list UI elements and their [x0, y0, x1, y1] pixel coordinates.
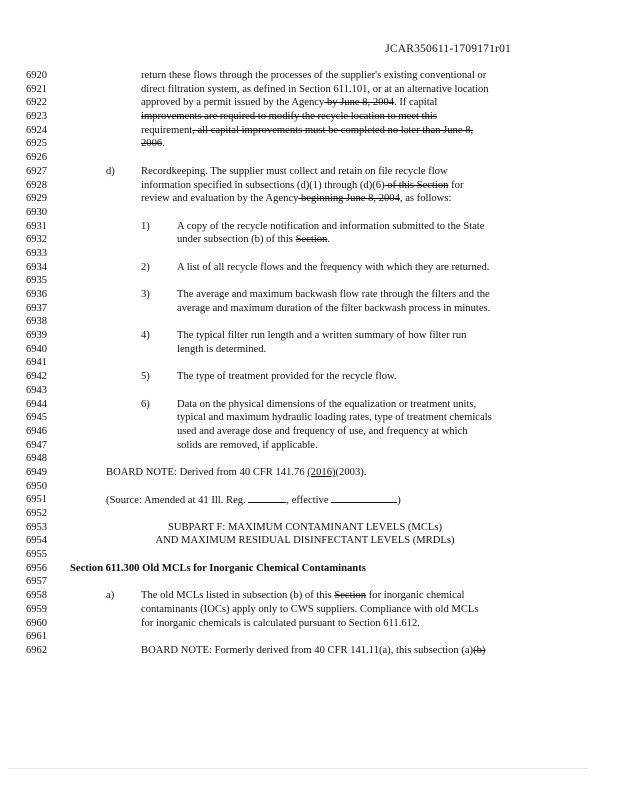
blank-line [70, 575, 540, 589]
list-item-2: 2) A list of all recycle flows and the frequency with which they are returned. [141, 261, 490, 273]
document-id: JCAR350611-1709171r01 [385, 43, 511, 55]
line-number: 6928 [26, 179, 47, 191]
text-line: contaminants (IOCs) apply only to CWS suppliers. Compliance with old MCLs [141, 603, 479, 615]
line-number: 6958 [26, 590, 47, 602]
blank-line [70, 206, 540, 220]
line-number: 6956 [26, 562, 47, 574]
struck-text: improvements are required to modify the recycle location to meet this [141, 111, 437, 123]
item-number: 3) [141, 289, 150, 300]
board-note: BOARD NOTE: Formerly derived from 40 CFR 141.11(a), this subsection (a)(b) [141, 644, 486, 656]
blank-line [70, 247, 540, 261]
line-number: 6960 [26, 617, 47, 629]
line-number-gutter [26, 69, 66, 658]
line-number: 6926 [26, 152, 47, 164]
text-line: direct filtration system, as defined in Section 611.101, or at an alternative location [141, 83, 489, 95]
line-number: 6946 [26, 425, 47, 437]
text-line: used and average dose and frequency of use, and frequency at which [177, 425, 468, 437]
line-number: 6921 [26, 83, 47, 95]
source-note: (Source: Amended at 41 Ill. Reg. , effective ) [106, 495, 401, 507]
item-number: 5) [141, 371, 150, 383]
struck-text: 2006 [141, 138, 163, 150]
line-number: 6938 [26, 316, 47, 328]
list-item-6: 6) Data on the physical dimensions of the equalization or treatment units, [141, 398, 477, 410]
text-line: requirement, all capital improvements must be completed no later than June 8, [141, 124, 474, 136]
paragraph-a-line: a) The old MCLs listed in subsection (b) of this Section for inorganic chemical [106, 590, 465, 602]
struck-text: of this Section [384, 179, 449, 191]
line-number: 6948 [26, 453, 47, 465]
line-number: 6927 [26, 165, 47, 177]
line-number: 6922 [26, 97, 47, 109]
line-number: 6952 [26, 508, 47, 519]
line-number: 6943 [26, 384, 47, 396]
list-item-3: 3) The average and maximum backwash flow rate through the filters and the [141, 289, 490, 300]
blank-line [70, 151, 540, 165]
line-number: 6941 [26, 357, 47, 369]
line-number: 6931 [26, 220, 47, 232]
line-number: 6942 [26, 371, 47, 383]
blank-line [70, 630, 540, 644]
struck-text: (b) [473, 644, 486, 656]
line-number: 6961 [26, 631, 47, 643]
line-number: 6959 [26, 603, 47, 615]
line-number: 6934 [26, 261, 47, 273]
underlined-text: (2016) [307, 466, 336, 478]
text-line: return these flows through the processes of the supplier's existing conventional or [141, 70, 487, 81]
line-number: 6962 [26, 644, 47, 656]
line-number: 6932 [26, 234, 47, 246]
paragraph-d-line: d) Recordkeeping. The supplier must collect and retain on file recycle flow [106, 165, 448, 177]
text-line: for inorganic chemicals is calculated pursuant to Section 611.612. [141, 617, 420, 629]
struck-text: Section [295, 234, 328, 246]
line-number: 6950 [26, 480, 47, 492]
list-item-5: 5) The type of treatment provided for the recycle flow. [141, 371, 397, 383]
blank-line [70, 384, 540, 398]
blank-line [70, 452, 540, 466]
line-number: 6951 [26, 494, 47, 506]
text-line: average and maximum duration of the filter backwash process in minutes. [177, 302, 491, 314]
line-number: 6945 [26, 412, 47, 424]
text-line [70, 110, 540, 124]
text-line: solids are removed, if applicable. [177, 439, 318, 451]
text-line: under subsection (b) of this Section. [177, 234, 331, 246]
line-number: 6933 [26, 247, 47, 259]
blank-line [70, 274, 540, 288]
section-heading: Section 611.300 Old MCLs for Inorganic Chemical Contaminants [70, 562, 366, 574]
line-number: 6924 [26, 124, 47, 136]
text-line: length is determined. [177, 343, 267, 355]
line-number: 6935 [26, 275, 47, 287]
line-number: 6953 [26, 521, 47, 533]
subpart-heading: AND MAXIMUM RESIDUAL DISINFECTANT LEVELS (MRDLs) [155, 535, 455, 547]
text-line: approved by a permit issued by the Agency by June 8, 2004. If capital [141, 97, 438, 109]
struck-text: Section [334, 590, 367, 602]
line-number: 6937 [26, 302, 47, 314]
blank-line [70, 356, 540, 370]
line-number: 6957 [26, 576, 47, 588]
line-number: 6944 [26, 398, 47, 410]
board-note: BOARD NOTE: Derived from 40 CFR 141.76 (2016)(2003). [106, 466, 367, 478]
item-number: 1) [141, 220, 150, 232]
struck-text: , all capital improvements must be completed no later than June 8, [192, 124, 474, 136]
text-line: typical and maximum hydraulic loading rates, type of treatment chemicals [177, 412, 492, 424]
text-line: 2006. [141, 138, 165, 150]
blank-line [70, 480, 540, 494]
text-line: information specified in subsections (d)(1) through (d)(6) of this Section for [141, 179, 464, 191]
line-number: 6930 [26, 206, 47, 218]
paragraph-label: a) [106, 590, 115, 602]
blank-line [70, 315, 540, 329]
list-item-4: 4) The typical filter run length and a written summary of how filter run [141, 330, 467, 342]
line-number: 6925 [26, 138, 47, 150]
line-number: 6954 [26, 535, 47, 547]
text-line: review and evaluation by the Agency beginning June 8, 2004, as follows: [141, 193, 452, 205]
struck-text: by June 8, 2004 [324, 97, 395, 109]
struck-text: beginning June 8, 2004 [298, 193, 400, 205]
paragraph-label: d) [106, 165, 115, 177]
page-edge [8, 768, 588, 769]
line-number: 6955 [26, 549, 47, 561]
blank-line [70, 507, 540, 521]
blank-line [70, 548, 540, 562]
blank-field [248, 493, 286, 503]
item-number: 2) [141, 261, 150, 273]
line-number: 6949 [26, 466, 47, 478]
document-body [70, 69, 540, 658]
line-number: 6939 [26, 330, 47, 342]
blank-field [331, 493, 397, 503]
line-number: 6920 [26, 70, 47, 81]
line-number: 6940 [26, 343, 47, 355]
line-number: 6923 [26, 111, 47, 123]
item-number: 4) [141, 330, 150, 342]
subpart-heading: SUBPART F: MAXIMUM CONTAMINANT LEVELS (MCLs) [167, 521, 443, 533]
line-number: 6936 [26, 289, 47, 300]
line-number: 6929 [26, 193, 47, 205]
line-number: 6947 [26, 439, 47, 451]
list-item-1: 1) A copy of the recycle notification and information submitted to the State [141, 220, 485, 232]
item-number: 6) [141, 398, 150, 410]
